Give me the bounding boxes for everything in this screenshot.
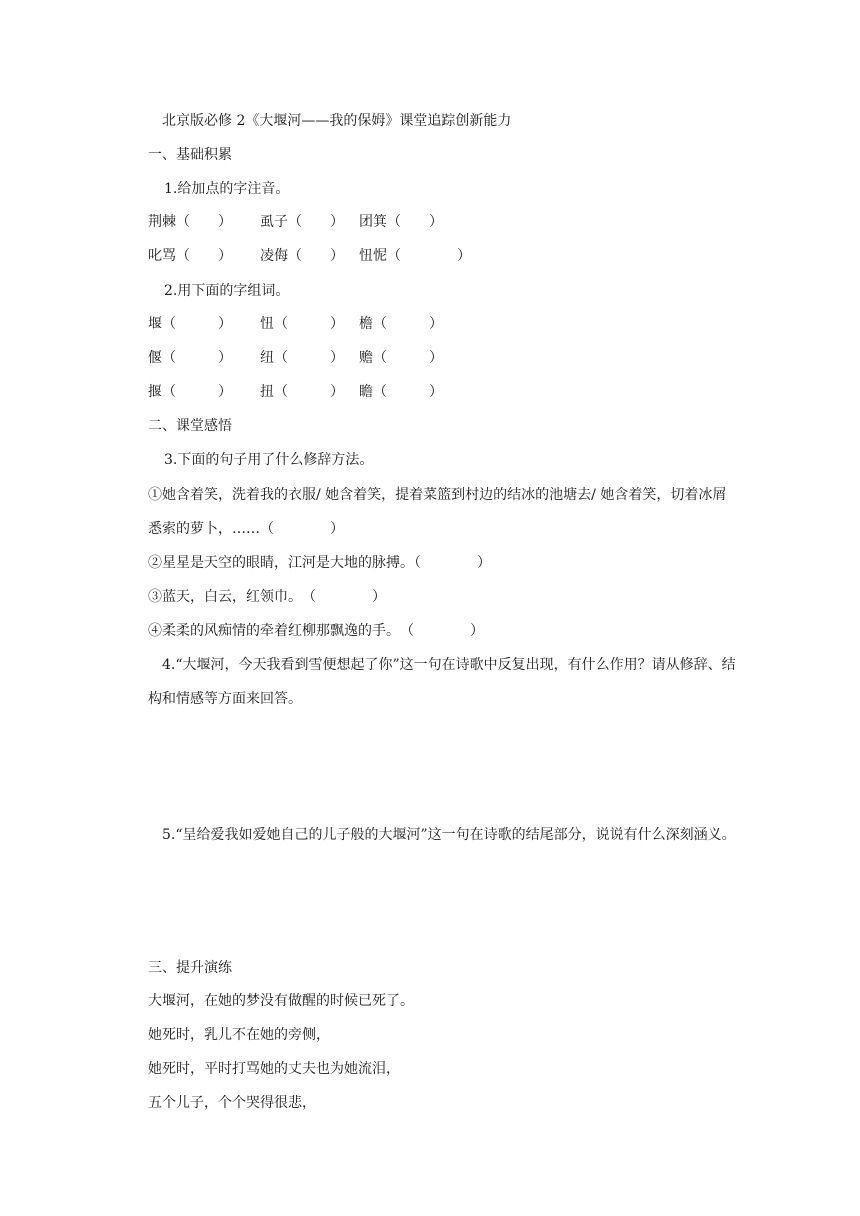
q2-item: 忸（ ） [260, 316, 344, 332]
q2-item: 瞻（ ） [359, 384, 443, 400]
q1-item: 叱骂（ ） [148, 248, 232, 264]
q2-item: 揠（ ） [148, 384, 232, 400]
question-1: 1.给加点的字注音。 [164, 181, 290, 197]
q2-row-3 [148, 382, 443, 402]
q2-row-1 [148, 314, 443, 334]
question-4: 4.“大堰河，今天我看到雪便想起了你”这一句在诗歌中反复出现，有什么作用？请从修辞、结构和情感等方面来回答。 [148, 657, 736, 707]
q1-item: 荆棘（ ） [148, 214, 232, 230]
poem-line: 她死时，乳儿不在她的旁侧， [148, 1027, 330, 1043]
poem-line: 她死时，平时打骂她的丈夫也为她流泪， [148, 1061, 400, 1077]
q2-item: 赡（ ） [359, 350, 443, 366]
q1-item: 团箕（ ） [359, 214, 443, 230]
q2-row-2 [148, 348, 443, 368]
section-heading-2: 二、课堂感悟 [148, 418, 232, 434]
question-2: 2.用下面的字组词。 [164, 283, 290, 299]
poem-line: 五个儿子，个个哭得很悲， [148, 1095, 316, 1111]
question-3: 3.下面的句子用了什么修辞方法。 [164, 452, 374, 468]
q1-item: 忸怩（ ） [359, 248, 471, 264]
q2-item: 偃（ ） [148, 350, 232, 366]
q3-item-1: ①她含着笑，洗着我的衣服/ 她含着笑，提着菜篮到村边的结冰的池塘去/ 她含着笑，切着冰屑悉索的萝卜，……（ ） [148, 487, 727, 537]
section-heading-1: 一、基础积累 [148, 147, 232, 163]
q3-item-2: ②星星是天空的眼睛，江河是大地的脉搏。（ ） [148, 555, 491, 571]
q1-item: 凌侮（ ） [260, 248, 344, 264]
q1-row-2 [148, 246, 471, 266]
q2-item: 堰（ ） [148, 316, 232, 332]
question-5: 5.“呈给爱我如爱她自己的儿子般的大堰河”这一句在诗歌的结尾部分，说说有什么深刻涵义。 [162, 827, 736, 843]
poem-line: 大堰河，在她的梦没有做醒的时候已死了。 [148, 993, 414, 1009]
q2-item: 扭（ ） [260, 384, 344, 400]
q3-item-4: ④柔柔的风痴情的牵着红柳那飘逸的手。 （ ） [148, 623, 484, 639]
q2-item: 纽（ ） [260, 350, 344, 366]
page-title: 北京版必修 2《大堰河——我的保姆》课堂追踪创新能力 [162, 113, 512, 129]
q1-row-1 [148, 212, 443, 232]
section-heading-3: 三、提升演练 [148, 960, 232, 976]
q2-item: 檐（ ） [359, 316, 443, 332]
q1-item: 虱子（ ） [260, 214, 344, 230]
q3-item-3: ③蓝天，白云，红领巾。 （ ） [148, 589, 386, 605]
